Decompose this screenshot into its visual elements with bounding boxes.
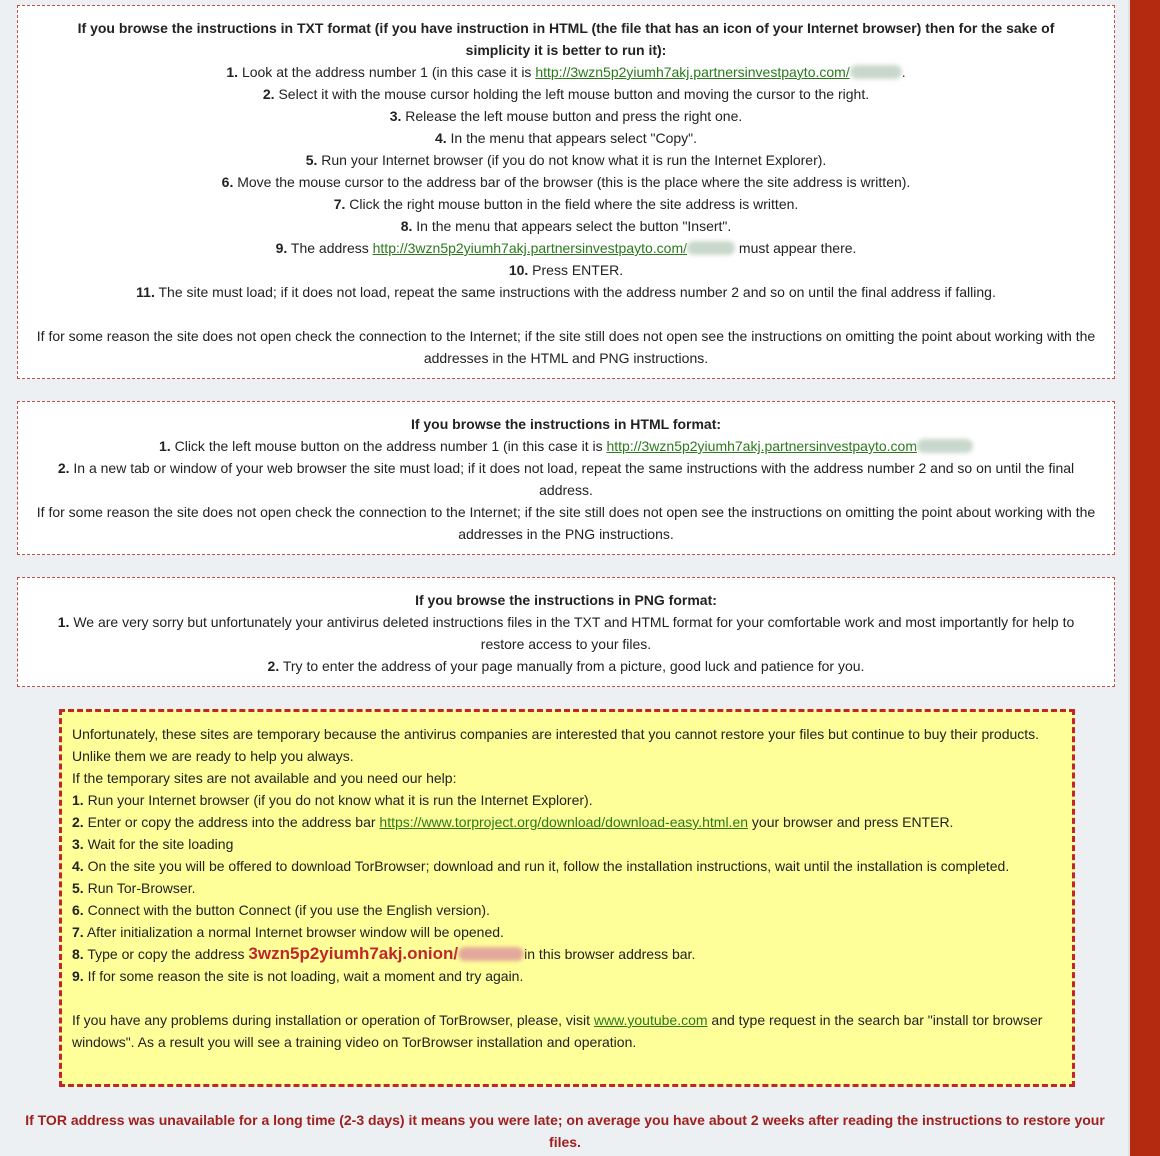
tor-intro-2: Unlike them we are ready to help you always. xyxy=(72,748,354,764)
txt-instructions-box xyxy=(17,5,1115,379)
tor-intro-3: If the temporary sites are not available and you need our help: xyxy=(72,770,457,786)
html-instructions-box xyxy=(17,401,1115,555)
txt-address-link-1[interactable]: http://3wzn5p2yiumh7akj.partnersinvestpayto.com/ xyxy=(535,64,850,80)
tor-step-2: 2. Enter or copy the address into the address bar https://www.torproject.org/download/download-easy.html.en your browser and press ENTER. xyxy=(72,814,954,830)
txt-step-9: 9. The address http://3wzn5p2yiumh7akj.partnersinvestpayto.com/ must appear there. xyxy=(275,240,857,256)
redacted-address-part xyxy=(687,241,735,255)
txt-heading: If you browse the instructions in TXT format (if you have instruction in HTML (the file that has an icon of your Internet browser) then for the sake of simplicity it is better to run it): xyxy=(77,20,1055,58)
png-instructions-box xyxy=(17,577,1115,687)
tor-step-9: 9. If for some reason the site is not loading, wait a moment and try again. xyxy=(72,968,524,984)
html-heading: If you browse the instructions in HTML format: xyxy=(410,416,722,432)
redacted-address-part xyxy=(850,65,902,79)
youtube-link[interactable]: www.youtube.com xyxy=(593,1012,708,1028)
onion-address: 3wzn5p2yiumh7akj.onion/ xyxy=(248,944,459,963)
redacted-address-part xyxy=(458,947,524,961)
html-address-link[interactable]: http://3wzn5p2yiumh7akj.partnersinvestpayto.com xyxy=(606,438,917,454)
torproject-download-link[interactable]: https://www.torproject.org/download/download-easy.html.en xyxy=(379,814,749,830)
tor-step-8: 8. Type or copy the address 3wzn5p2yiumh7akj.onion/ in this browser address bar. xyxy=(72,944,696,963)
txt-step-1: 1. Look at the address number 1 (in this case it is http://3wzn5p2yiumh7akj.partnersinvestpayto.com/ . xyxy=(226,64,906,80)
txt-step-2: 2. Select it with the mouse cursor holding the left mouse button and moving the cursor to the right. xyxy=(262,86,870,102)
txt-step-5: 5. Run your Internet browser (if you do not know what it is run the Internet Explorer). xyxy=(305,152,827,168)
tor-step-3: 3. Wait for the site loading xyxy=(72,836,234,852)
txt-step-11: 11. The site must load; if it does not load, repeat the same instructions with the address number 2 and so on until the final address if falling. xyxy=(136,284,996,300)
txt-step-3: 3. Release the left mouse button and press the right one. xyxy=(389,108,743,124)
txt-step-10: 10. Press ENTER. xyxy=(508,262,624,278)
tor-intro-1: Unfortunately, these sites are temporary because the antivirus companies are interested that you cannot restore your files but continue to buy their products. xyxy=(72,726,1040,742)
html-note: If for some reason the site does not open check the connection to the Internet; if the site still does not open see the instructions on omitting the point about working with the addresses in the PNG instructions. xyxy=(36,504,1096,542)
tor-step-7: 7. After initialization a normal Internet browser window will be opened. xyxy=(72,924,504,940)
png-step-2: 2. Try to enter the address of your page manually from a picture, good luck and patience for you. xyxy=(267,658,865,674)
final-warning: If TOR address was unavailable for a long time (2-3 days) it means you were late; on average you have about 2 weeks after reading the instructions to restore your files. xyxy=(25,1112,1105,1150)
txt-step-6: 6. Move the mouse cursor to the address bar of the browser (this is the place where the site address is written). xyxy=(221,174,911,190)
tor-help-text: If you have any problems during installation or operation of TorBrowser, please, visit www.youtube.com and type request in the search bar "install tor browser windows". As a result you will see a training video on TorBrowser installation and operation. xyxy=(72,1012,1043,1050)
txt-note: If for some reason the site does not open check the connection to the Internet; if the site still does not open see the instructions on omitting the point about working with the addresses in the HTML and PNG instructions. xyxy=(36,328,1096,366)
png-heading: If you browse the instructions in PNG format: xyxy=(415,592,717,608)
redacted-address-part xyxy=(917,439,973,453)
txt-step-7: 7. Click the right mouse button in the field where the site address is written. xyxy=(333,196,799,212)
png-step-1: 1. We are very sorry but unfortunately your antivirus deleted instructions files in the TXT and HTML format for your comfortable work and most importantly for help to restore access to your files. xyxy=(57,614,1075,652)
tor-step-4: 4. On the site you will be offered to download TorBrowser; download and run it, follow the installation instructions, wait until the installation is completed. xyxy=(72,858,1010,874)
html-step-2: 2. In a new tab or window of your web browser the site must load; if it does not load, repeat the same instructions with the address number 2 and so on until the final address. xyxy=(57,460,1075,498)
tor-step-6: 6. Connect with the button Connect (if you use the English version). xyxy=(72,902,490,918)
txt-step-4: 4. In the menu that appears select "Copy". xyxy=(434,130,698,146)
txt-address-link-2[interactable]: http://3wzn5p2yiumh7akj.partnersinvestpayto.com/ xyxy=(372,240,688,256)
txt-step-8: 8. In the menu that appears select the button "Insert". xyxy=(400,218,732,234)
tor-instructions-box xyxy=(59,709,1075,1087)
tor-step-5: 5. Run Tor-Browser. xyxy=(72,880,196,896)
html-step-1: 1. Click the left mouse button on the address number 1 (in this case it is http://3wzn5p2yiumh7akj.partnersinvestpayto.com xyxy=(18,435,1114,457)
tor-step-1: 1. Run your Internet browser (if you do not know what it is run the Internet Explorer). xyxy=(72,792,593,808)
